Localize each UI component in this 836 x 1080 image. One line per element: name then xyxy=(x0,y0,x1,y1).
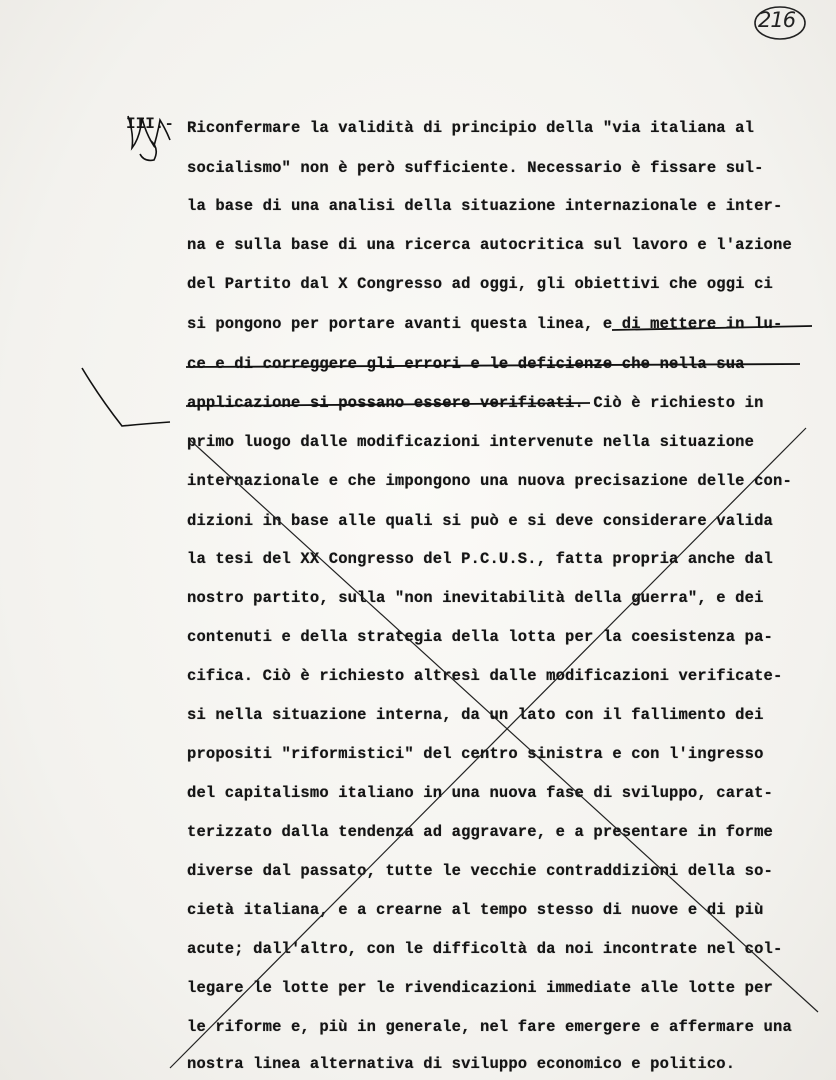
text-line-17: propositi "riformistici" del centro sinistra e con l'ingresso xyxy=(187,745,764,763)
text-line-7: ce e di correggere gli errori e le deficienze che nella sua xyxy=(187,355,745,373)
text-line-5: del Partito dal X Congresso ad oggi, gli obiettivi che oggi ci xyxy=(187,275,773,293)
text-line-16: si nella situazione interna, da un lato con il fallimento dei xyxy=(187,706,764,724)
text-line-11: dizioni in base alle quali si può e si deve considerare valida xyxy=(187,512,773,530)
text-line-9: primo luogo dalle modificazioni intervenute nella situazione xyxy=(187,433,755,451)
margin-mark xyxy=(82,368,170,426)
text-line-12: la tesi del XX Congresso del P.C.U.S., fatta propria anche dal xyxy=(187,550,773,568)
text-line-20: diverse dal passato, tutte le vecchie contraddizioni della so- xyxy=(187,862,773,880)
text-line-23: legare le lotte per le rivendicazioni immediate alle lotte per xyxy=(187,979,773,997)
text-line-24: le riforme e, più in generale, nel fare emergere e affermare una xyxy=(187,1018,792,1036)
text-line-4: na e sulla base di una ricerca autocritica sul lavoro e l'azione xyxy=(187,236,792,254)
text-line-14: contenuti e della strategia della lotta per la coesistenza pa- xyxy=(187,628,773,646)
text-line-2: socialismo" non è però sufficiente. Necessario è fissare sul- xyxy=(187,159,764,177)
text-line-8: applicazione si possano essere verificati. Ciò è richiesto in xyxy=(187,394,764,412)
text-line-19: terizzato dalla tendenza ad aggravare, e a presentare in forme xyxy=(187,823,773,841)
section-number: III.- xyxy=(126,115,175,133)
text-line-18: del capitalismo italiano in una nuova fase di sviluppo, carat- xyxy=(187,784,773,802)
text-line-3: la base di una analisi della situazione internazionale e inter- xyxy=(187,197,783,215)
text-line-6: si pongono per portare avanti questa linea, e di mettere in lu- xyxy=(187,315,783,333)
text-line-15: cifica. Ciò è richiesto altresì dalle modificazioni verificate- xyxy=(187,667,783,685)
text-line-21: cietà italiana, e a crearne al tempo stesso di nuove e di più xyxy=(187,901,764,919)
text-line-13: nostro partito, sulla "non inevitabilità della guerra", e dei xyxy=(187,589,764,607)
text-line-22: acute; dall'altro, con le difficoltà da noi incontrate nel col- xyxy=(187,940,783,958)
page-number: 216 xyxy=(758,8,796,32)
text-line-25: nostra linea alternativa di sviluppo economico e politico. xyxy=(187,1055,736,1073)
text-line-10: internazionale e che impongono una nuova precisazione delle con- xyxy=(187,472,792,490)
text-line-1: Riconfermare la validità di principio della "via italiana al xyxy=(187,119,755,137)
